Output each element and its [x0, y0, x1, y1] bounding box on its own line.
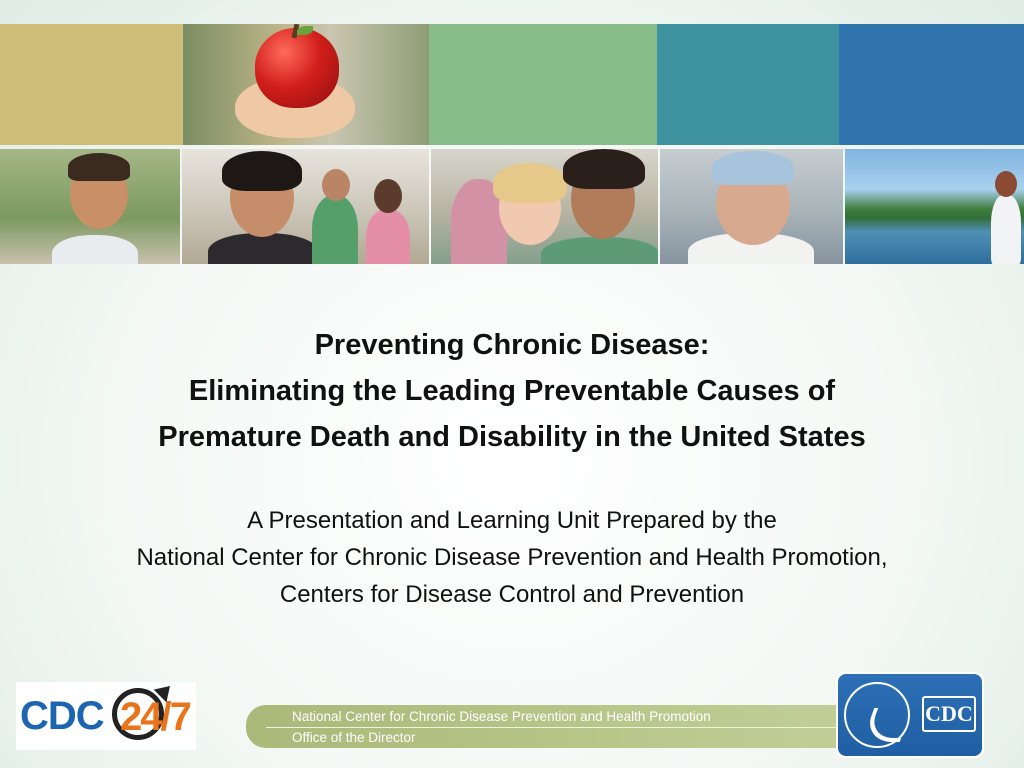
title-line-2: Eliminating the Leading Preventable Causes of — [188, 375, 836, 407]
hours-logo-text: 24/7 — [120, 695, 190, 739]
boy-hair-shape — [68, 153, 130, 181]
woman-top-shape — [208, 233, 318, 264]
title-line-3: Premature Death and Disability in the United States — [158, 421, 866, 453]
green-color-tile — [429, 24, 657, 145]
background-person-head-shape — [322, 169, 350, 201]
woman-hair-shape — [222, 151, 302, 191]
footer-office-name: Office of the Director — [292, 730, 416, 745]
national-center-footer-bar — [246, 705, 850, 748]
teal-color-tile — [657, 24, 839, 145]
slide-subtitle — [20, 502, 1004, 613]
hhs-eagle-icon — [862, 708, 912, 742]
background-girl-shape — [366, 209, 410, 264]
background-person-shape — [312, 195, 358, 264]
slide-title — [40, 322, 984, 460]
subtitle-line-2: National Center for Chronic Disease Prevention and Health Promotion, — [136, 544, 888, 571]
apple-shape — [255, 28, 339, 108]
head-scarf-shape — [712, 151, 794, 185]
cdc-24-7-logo — [16, 682, 196, 750]
older-woman-photo — [660, 149, 842, 264]
footer-bar-divider — [266, 727, 850, 728]
meditating-woman-head-shape — [995, 171, 1017, 197]
meditating-woman-body-shape — [991, 195, 1021, 264]
photo-banner — [0, 24, 1024, 264]
woman-meditating-by-lake-photo — [845, 149, 1024, 264]
hhs-cdc-logo-background — [838, 674, 982, 756]
hhs-cdc-logo — [836, 672, 984, 758]
two-girls-photo — [431, 149, 658, 264]
cdc-box-logo: CDC — [922, 696, 976, 732]
cdc-logo-text: CDC — [20, 694, 104, 738]
girl-shirt-shape — [541, 237, 658, 264]
smiling-woman-and-family-photo — [182, 149, 429, 264]
khaki-color-tile — [0, 24, 183, 145]
subtitle-line-1: A Presentation and Learning Unit Prepared by the — [247, 507, 777, 534]
banner-bottom-row — [0, 149, 1024, 264]
banner-top-row — [0, 24, 1024, 145]
background-girl-head-shape — [374, 179, 402, 213]
subtitle-line-3: Centers for Disease Control and Prevention — [279, 581, 745, 608]
dark-haired-girl-hair-shape — [563, 149, 645, 189]
blue-color-tile — [839, 24, 1024, 145]
apple-in-hands-photo — [183, 24, 429, 145]
boy-shirt-shape — [52, 235, 138, 264]
title-line-1: Preventing Chronic Disease: — [314, 329, 710, 361]
footer-center-name: National Center for Chronic Disease Prevention and Health Promotion — [292, 709, 711, 724]
hhs-seal-icon — [844, 682, 910, 748]
blonde-girl-hair-shape — [493, 163, 567, 203]
smiling-boy-photo — [0, 149, 180, 264]
